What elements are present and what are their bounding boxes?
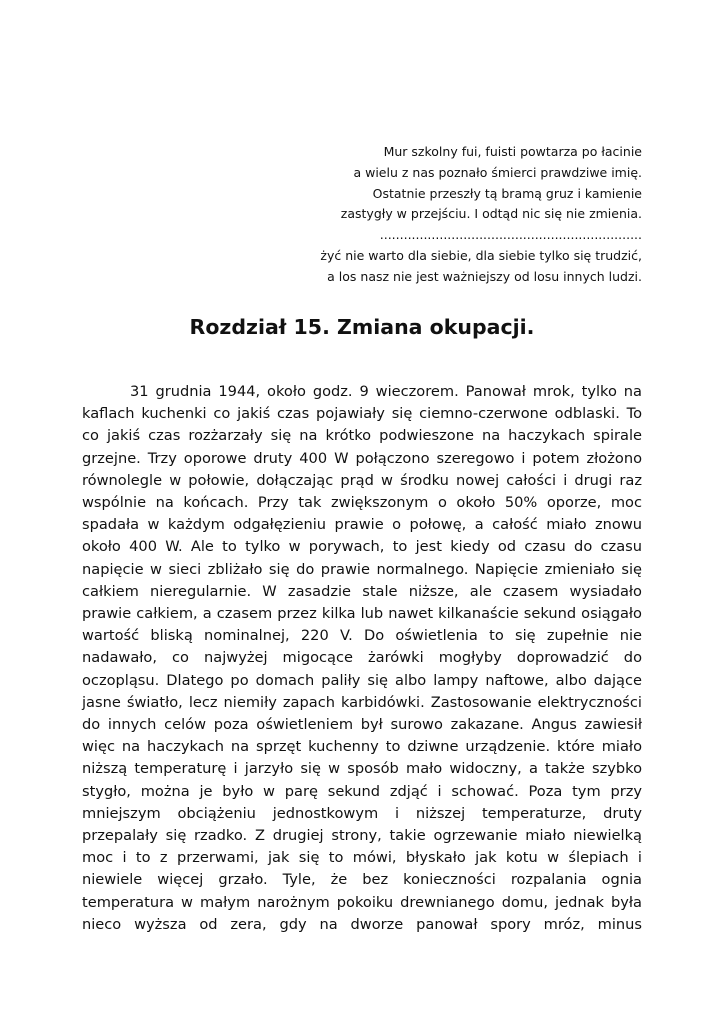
chapter-title: Rozdział 15. Zmiana okupacji. bbox=[189, 315, 535, 339]
chapter-body bbox=[82, 381, 642, 936]
body-line: więc na haczykach na sprzęt kuchenny to dziwne urządzenie. które miało bbox=[82, 738, 642, 756]
body-line: równolegle w połowie, dołączając prąd w środku nowej całości i drugi raz bbox=[82, 471, 642, 489]
body-line: wartość bliską nominalnej, 220 V. Do oświetlenia to się zupełnie nie bbox=[82, 627, 642, 645]
body-line: przepalały się rzadko. Z drugiej strony, takie ogrzewanie miało niewielką bbox=[82, 827, 642, 845]
body-line: nadawało, co najwyżej migocące żarówki mogłyby doprowadzić do bbox=[82, 649, 642, 667]
epigraph-line: a wielu z nas poznało śmierci prawdziwe imię. bbox=[353, 164, 642, 180]
body-line: niższą temperaturę i jarzyło się w sposób mało widoczny, a także szybko bbox=[82, 760, 642, 778]
body-line: 31 grudnia 1944, około godz. 9 wieczorem. Panował mrok, tylko na bbox=[130, 383, 642, 400]
body-line: stygło, można je było w parę sekund zdjąć i schować. Poza tym przy bbox=[82, 782, 642, 800]
epigraph bbox=[222, 142, 642, 288]
epigraph-line: żyć nie warto dla siebie, dla siebie tylko się trudzić, bbox=[320, 247, 642, 263]
body-line: co jakiś czas rozżarzały się na krótko podwieszone na haczykach spirale bbox=[82, 427, 642, 445]
body-line: około 400 W. Ale to tylko w porywach, to jest kiedy od czasu do czasu bbox=[82, 538, 642, 556]
body-line: moc i to z przerwami, jak się to mówi, błyskało jak kotu w ślepiach i bbox=[82, 849, 642, 867]
body-line: całkiem nieregularnie. W zasadzie stale niższe, ale czasem wysiadało bbox=[82, 582, 642, 600]
body-line: nieco wyższa od zera, gdy na dworze panował spory mróz, minus bbox=[82, 915, 642, 933]
body-line: jasne światło, lecz niemiły zapach karbidówki. Zastosowanie elektryczności bbox=[82, 693, 642, 711]
body-line: mniejszym obciążeniu jednostkowym i niższej temperaturze, druty bbox=[82, 804, 642, 822]
body-line: niewiele więcej grzało. Tyle, że bez konieczności rozpalania ognia bbox=[82, 871, 642, 889]
epigraph-line: Mur szkolny fui, fuisti powtarza po łacinie bbox=[383, 144, 642, 159]
body-line: oczopląsu. Dlatego po domach paliły się albo lampy naftowe, albo dające bbox=[82, 671, 642, 689]
body-line: kaflach kuchenki co jakiś czas pojawiały się ciemno-czerwone odblaski. To bbox=[82, 405, 642, 423]
epigraph-line: Ostatnie przeszły tą bramą gruz i kamienie bbox=[372, 185, 642, 201]
epigraph-ellipsis-line: .................................................................. bbox=[379, 227, 642, 243]
body-line: grzejne. Trzy oporowe druty 400 W połączono szeregowo i potem złożono bbox=[82, 449, 642, 467]
body-line: napięcie w sieci zbliżało się do prawie normalnego. Napięcie zmieniało się bbox=[82, 560, 642, 578]
body-line: temperatura w małym narożnym pokoiku drewnianego domu, jednak była bbox=[82, 893, 642, 911]
body-line: wspólnie na końcach. Przy tak zwiększonym o około 50% oporze, moc bbox=[82, 494, 642, 512]
body-line: spadała w każdym odgałęzieniu prawie o połowę, a całość miało znowu bbox=[82, 516, 642, 534]
epigraph-line: a los nasz nie jest ważniejszy od losu innych ludzi. bbox=[327, 268, 642, 284]
body-line: do innych celów poza oświetleniem był surowo zakazane. Angus zawiesił bbox=[82, 716, 642, 734]
body-line: prawie całkiem, a czasem przez kilka lub nawet kilkanaście sekund osiągało bbox=[82, 605, 642, 623]
epigraph-line: zastygły w przejściu. I odtąd nic się nie zmienia. bbox=[340, 206, 642, 222]
